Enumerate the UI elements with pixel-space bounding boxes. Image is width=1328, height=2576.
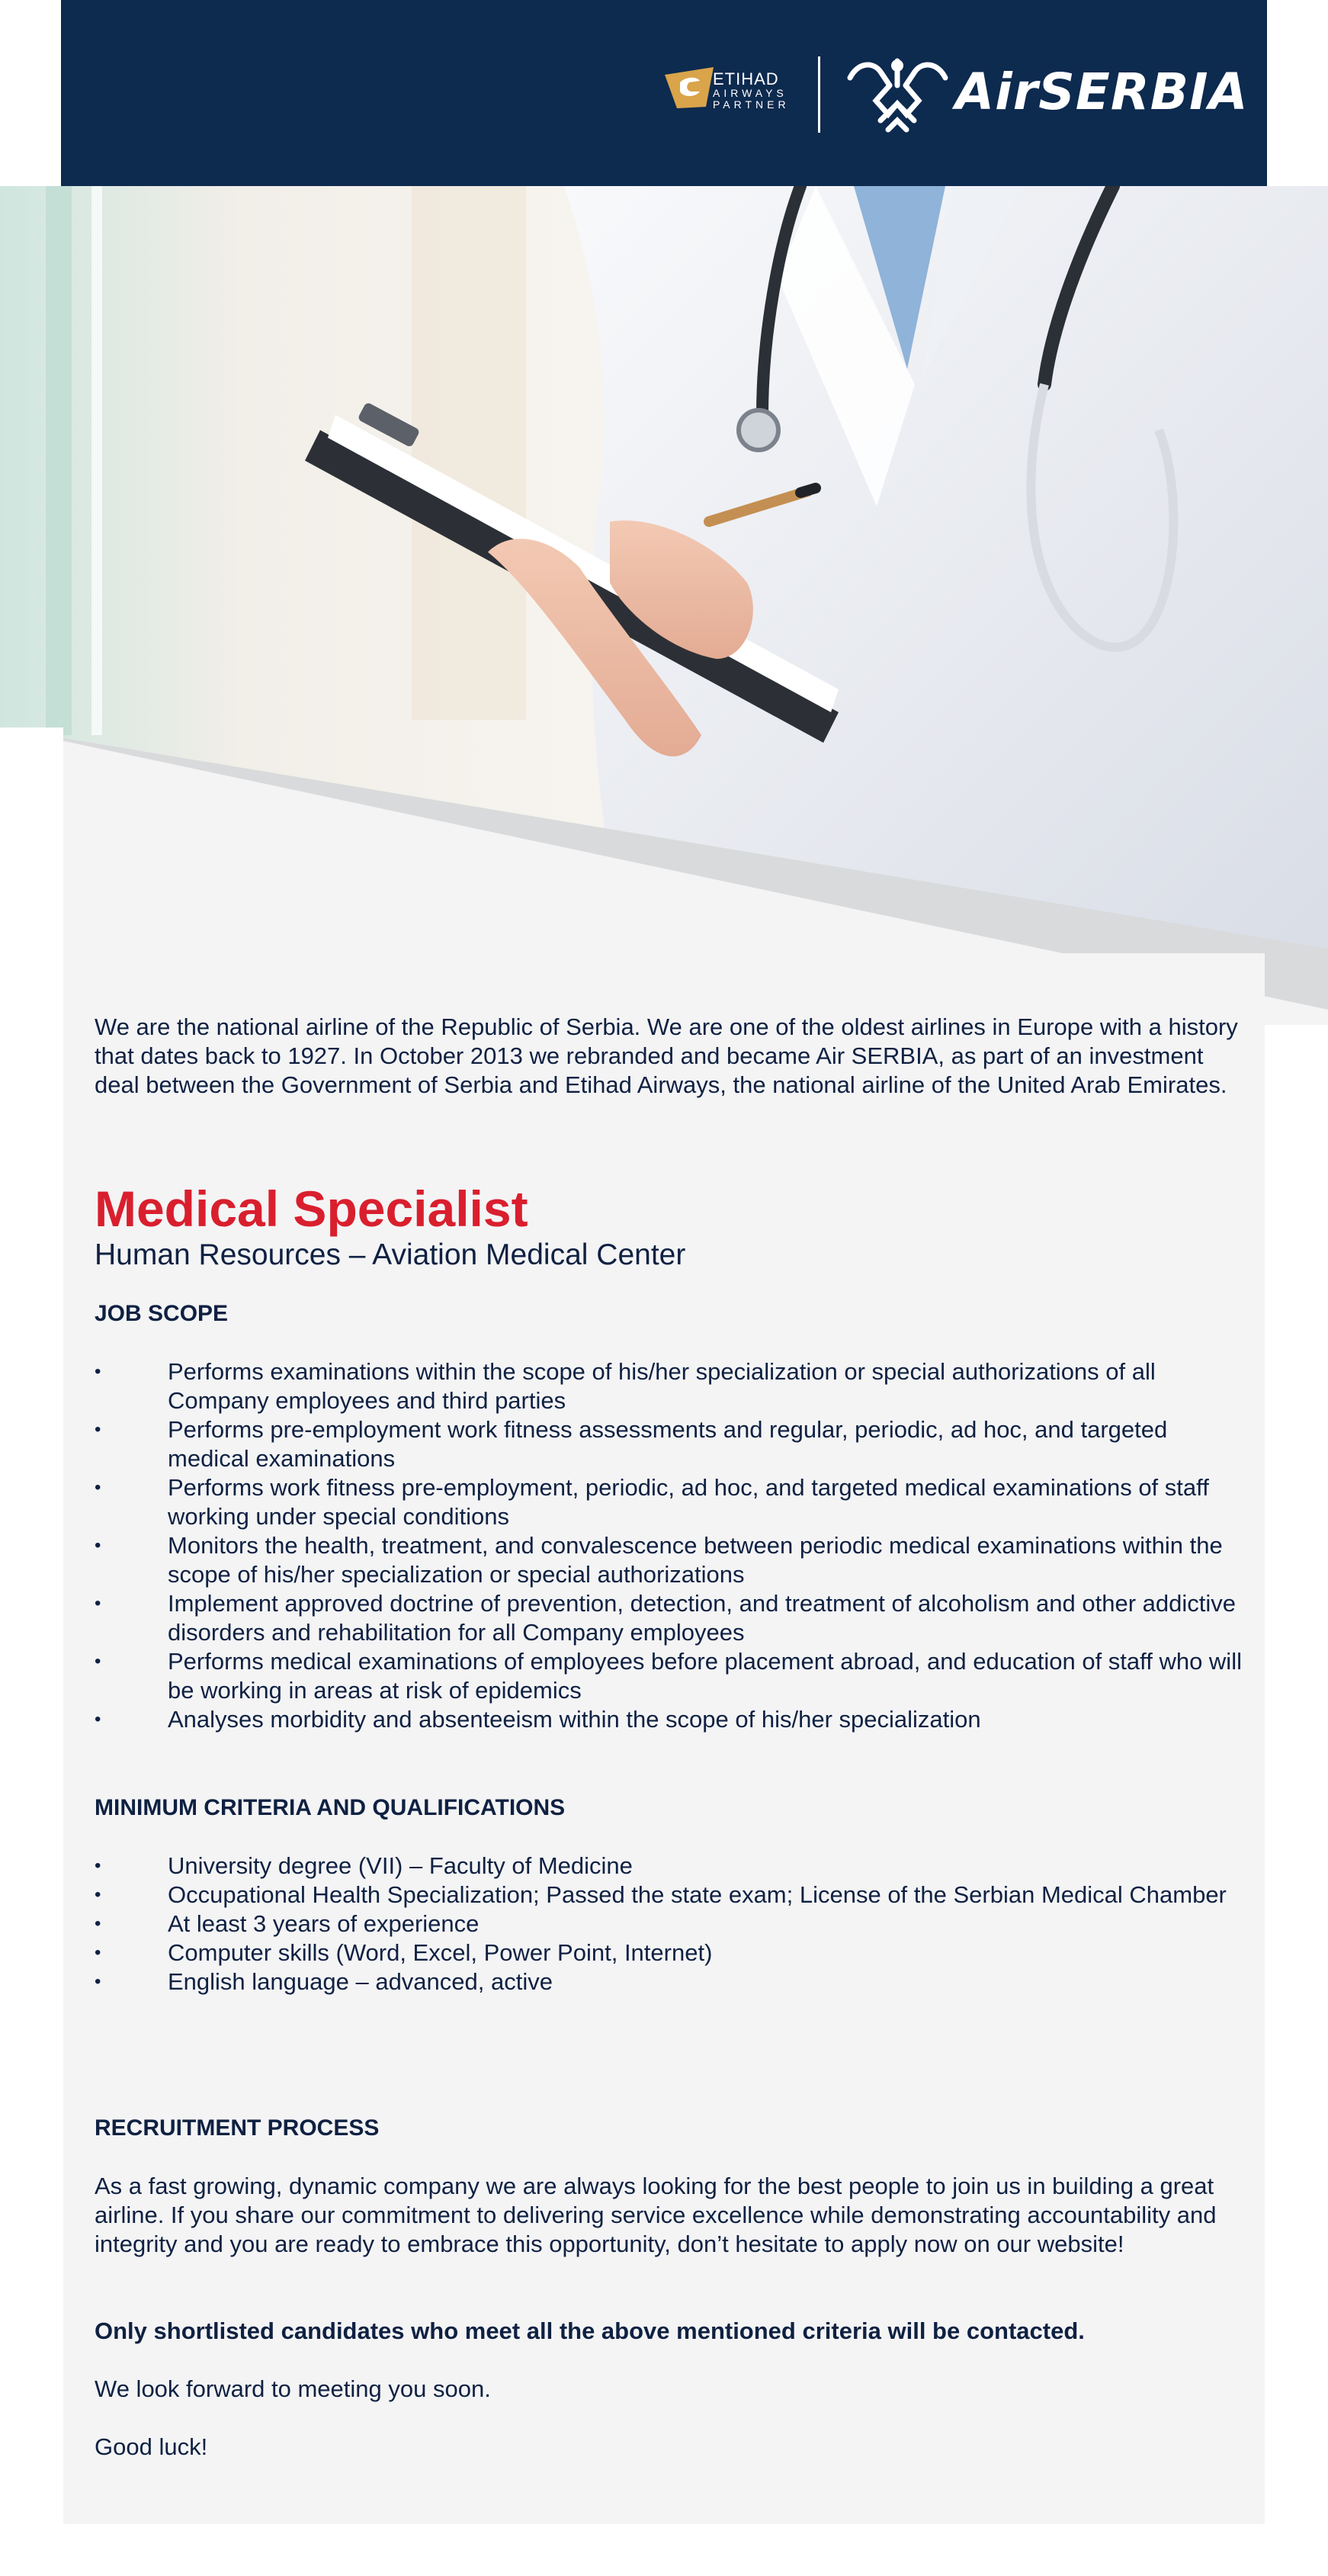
shortlist-notice: Only shortlisted candidates who meet all the above mentioned criteria will be contacted. — [95, 2317, 1085, 2344]
doctor-with-clipboard-photo — [0, 186, 1328, 1025]
job-scope-heading: JOB SCOPE — [95, 1301, 229, 1326]
etihad-name: ETIHAD — [713, 69, 779, 88]
air-serbia-eagle-emblem-icon — [842, 55, 953, 133]
etihad-airways-label: AIRWAYS — [713, 87, 787, 100]
qualifications-list — [95, 1852, 1246, 1996]
recruitment-heading: RECRUITMENT PROCESS — [95, 2115, 380, 2141]
etihad-partner-text — [713, 70, 812, 110]
list-item: • Computer skills (Word, Excel, Power Point, Internet) — [95, 1938, 1246, 1967]
list-item: • Performs work fitness pre-employment, periodic, ad hoc, and targeted medical examinations of staff working under special conditions — [95, 1473, 1246, 1531]
list-item: • At least 3 years of experience — [95, 1910, 1246, 1938]
list-item: • Performs pre-employment work fitness assessments and regular, periodic, ad hoc, and targeted medical examinations — [95, 1415, 1246, 1473]
closing-line: We look forward to meeting you soon. — [95, 2375, 491, 2402]
list-item: • University degree (VII) – Faculty of Medicine — [95, 1852, 1246, 1881]
recruitment-paragraph: As a fast growing, dynamic company we are always looking for the best people to join us in building a great airline. If you share our commitment to delivering service excellence while demonstrating accountability and integrity and you are ready to embrace this opportunity, don’t hesitate to apply now on our website! — [95, 2173, 1217, 2257]
logo-divider — [818, 56, 820, 133]
intro-paragraph: We are the national airline of the Republic of Serbia. We are one of the oldest airlines in Europe with a history that dates back to 1927. In October 2013 we rebranded and became Air SERBIA, as part of an investment deal between the Government of Serbia and Etihad Airways, the national airline of the United Arab Emirates. — [95, 1013, 1238, 1098]
list-item: • Occupational Health Specialization; Passed the state exam; License of the Serbian Medical Chamber — [95, 1881, 1246, 1910]
job-scope-list — [95, 1357, 1246, 1734]
job-title: Medical Specialist — [95, 1180, 528, 1237]
sign-off: Good luck! — [95, 2433, 208, 2460]
list-item: • English language – advanced, active — [95, 1967, 1246, 1996]
etihad-partner-label: PARTNER — [713, 98, 790, 111]
list-item: • Performs examinations within the scope of his/her specialization or special authorizations of all Company employees and third parties — [95, 1357, 1246, 1415]
list-item: • Performs medical examinations of employees before placement abroad, and education of staff who will be working in areas at risk of epidemics — [95, 1647, 1246, 1705]
qualifications-heading: MINIMUM CRITERIA AND QUALIFICATIONS — [95, 1795, 566, 1820]
list-item: • Monitors the health, treatment, and convalescence between periodic medical examinations within the scope of his/her specialization or special authorizations — [95, 1531, 1246, 1589]
list-item: • Implement approved doctrine of prevention, detection, and treatment of alcoholism and other addictive disorders and rehabilitation for all Company employees — [95, 1589, 1246, 1647]
list-item: • Analyses morbidity and absenteeism within the scope of his/her specialization — [95, 1705, 1246, 1734]
job-subtitle: Human Resources – Aviation Medical Center — [95, 1238, 686, 1271]
air-serbia-wordmark: AirSERBIA — [955, 63, 1249, 121]
